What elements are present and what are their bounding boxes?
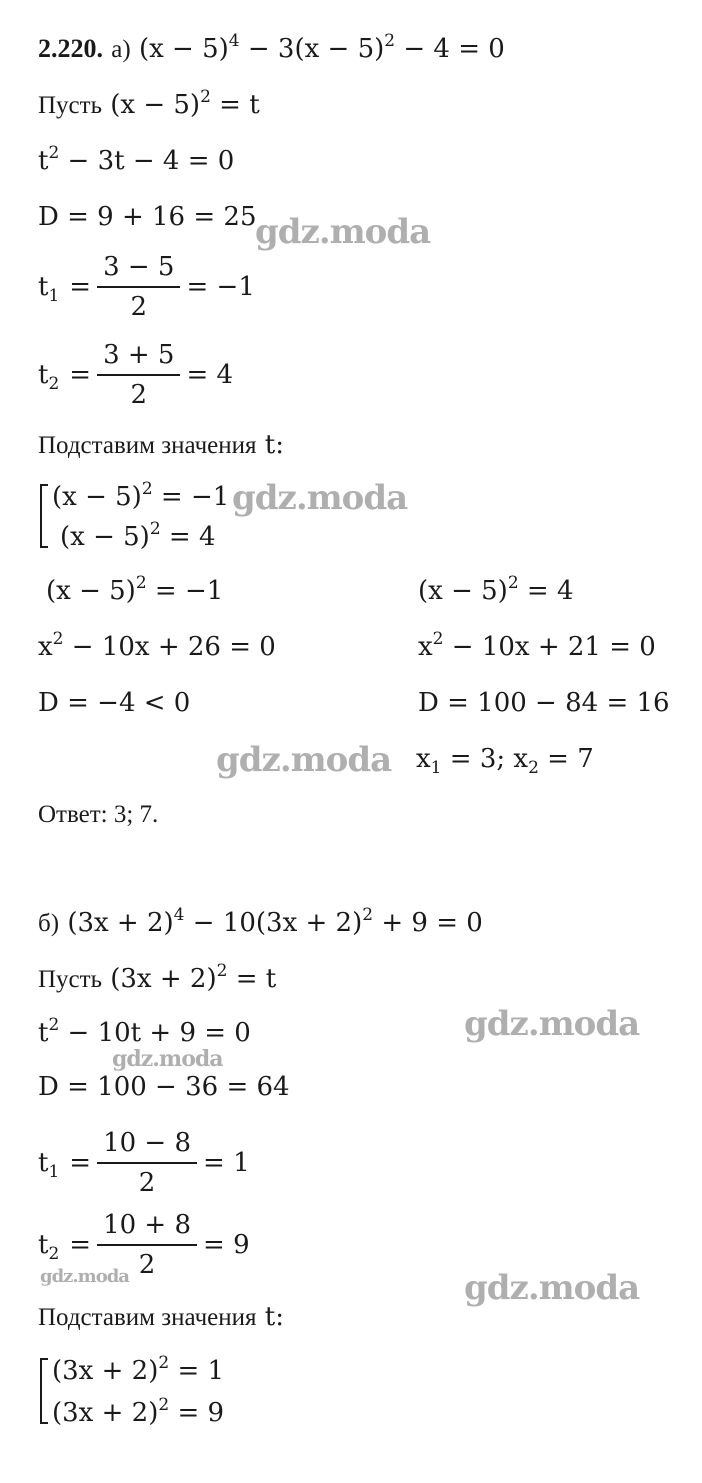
case-left-disc: D = −4 < 0 <box>38 688 191 718</box>
watermark: gdz.moda <box>232 478 408 518</box>
root-t1: $t_1$ = 3 − 5 2 = −1 <box>38 252 255 322</box>
substitution-line: Пусть $(x - 5)^2 = t$ <box>38 87 260 120</box>
case-right-quad: $x^2 - 10x + 21 = 0$ <box>418 629 656 662</box>
watermark: gdz.moda <box>464 1268 640 1308</box>
system-line-2: $(x - 5)^2 = 4$ <box>60 519 216 552</box>
part-label: а) <box>111 36 131 63</box>
watermark: gdz.moda <box>216 740 392 780</box>
equation: $(x - 5)^4 - 3(x - 5)^2 - 4 = 0$ <box>138 31 505 64</box>
substitute-text: Подставим значения t: <box>38 430 284 460</box>
system-bracket-b <box>40 1358 48 1424</box>
answer: Ответ: 3; 7. <box>38 801 159 828</box>
system-b-line-1: $(3x + 2)^2 = 1$ <box>52 1353 225 1386</box>
case-right-disc: D = 100 − 84 = 16 <box>418 688 670 718</box>
substitution-expr: $(x - 5)^2 = t$ <box>110 87 260 120</box>
watermark: gdz.moda <box>255 212 431 252</box>
case-left-quad: $x^2 - 10x + 26 = 0$ <box>38 629 276 662</box>
fraction: 3 − 5 2 <box>97 252 180 322</box>
watermark: gdz.moda <box>112 1046 223 1072</box>
problem-b-header: б) $(3x + 2)^4 - 10(3x + 2)^2 + 9 = 0$ <box>38 905 483 938</box>
fraction: 3 + 5 2 <box>97 340 180 410</box>
system-bracket <box>40 484 48 548</box>
case-right-eq: $(x - 5)^2 = 4$ <box>418 573 574 606</box>
quadratic-equation-b: $t^2 - 10t + 9 = 0$ <box>38 1015 251 1048</box>
quadratic-equation: $t^2 - 3t - 4 = 0$ <box>38 143 235 176</box>
fraction: 10 + 8 2 <box>97 1210 197 1280</box>
system-b-line-2: $(3x + 2)^2 = 9$ <box>52 1395 225 1428</box>
problem-number: 2.220. <box>38 34 103 63</box>
watermark: gdz.moda <box>464 1004 640 1044</box>
discriminant-b: D = 100 − 36 = 64 <box>38 1072 290 1102</box>
discriminant: D = 9 + 16 = 25 <box>38 202 257 232</box>
equation: $(3x + 2)^4 - 10(3x + 2)^2 + 9 = 0$ <box>67 905 483 938</box>
problem-header <box>38 31 505 65</box>
substitute-text-b: Подставим значения t: <box>38 1302 284 1332</box>
case-left-eq: $(x - 5)^2 = -1$ <box>46 573 224 606</box>
root-t2-b: $t_2$ = 10 + 8 2 = 9 <box>38 1210 250 1280</box>
system-line-1: $(x - 5)^2 = -1$ <box>52 479 230 512</box>
substitution-line-b: Пусть $(3x + 2)^2 = t$ <box>38 961 277 994</box>
root-t2: $t_2$ = 3 + 5 2 = 4 <box>38 340 234 410</box>
watermark: gdz.moda <box>40 1266 129 1287</box>
root-t1-b: $t_1$ = 10 − 8 2 = 1 <box>38 1128 250 1198</box>
roots-line: $x_1 = 3$; $x_2 = 7$ <box>416 744 594 778</box>
fraction: 10 − 8 2 <box>97 1128 197 1198</box>
